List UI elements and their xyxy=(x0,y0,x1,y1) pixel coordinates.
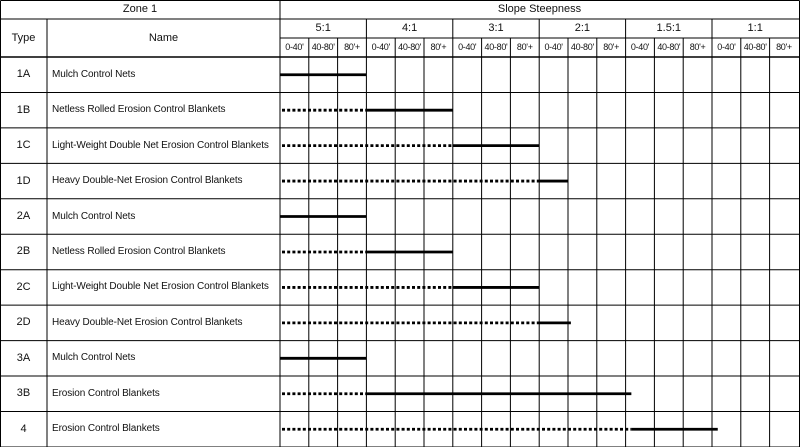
length-sub-header: 0-40' xyxy=(717,42,736,52)
row-name: Erosion Control Blankets xyxy=(52,387,160,399)
length-sub-header: 80'+ xyxy=(689,42,706,52)
length-sub-header: 0-40' xyxy=(630,42,650,52)
row-type: 2D xyxy=(16,316,31,329)
length-sub-header: 80'+ xyxy=(603,42,620,52)
row-type: 3B xyxy=(16,387,31,400)
slope-header: 5:1 xyxy=(315,22,331,34)
slope-steepness-title: Slope Steepness xyxy=(497,3,582,15)
row-name: Erosion Control Blankets xyxy=(52,423,160,435)
length-sub-header: 0-40' xyxy=(458,42,477,52)
length-sub-header: 40-80' xyxy=(398,42,422,52)
slope-header: 4:1 xyxy=(401,22,418,34)
length-sub-header: 40-80' xyxy=(570,42,594,52)
row-type: 3A xyxy=(16,351,31,364)
length-sub-header: 0-40' xyxy=(544,42,563,52)
row-type: 1D xyxy=(16,174,31,187)
row-name: Light-Weight Double Net Erosion Control Blankets xyxy=(52,139,269,151)
length-sub-header: 80'+ xyxy=(516,42,533,52)
slope-header: 1.5:1 xyxy=(656,22,682,34)
length-sub-header: 80'+ xyxy=(344,42,360,52)
row-type: 4 xyxy=(20,422,27,435)
row-type: 1C xyxy=(16,139,31,152)
length-sub-header: 40-80' xyxy=(657,42,681,52)
row-type: 2A xyxy=(16,210,31,223)
type-column-header: Type xyxy=(11,31,36,44)
length-sub-header: 40-80' xyxy=(311,42,335,52)
row-type: 1A xyxy=(16,68,31,81)
slope-header: 3:1 xyxy=(488,22,504,34)
slope-header: 1:1 xyxy=(747,22,763,34)
row-name: Mulch Control Nets xyxy=(52,68,136,80)
row-name: Mulch Control Nets xyxy=(52,210,136,222)
row-name: Heavy Double-Net Erosion Control Blankets xyxy=(52,316,243,328)
row-name: Heavy Double-Net Erosion Control Blankets xyxy=(52,175,243,187)
length-sub-header: 40-80' xyxy=(743,42,767,52)
row-name: Netless Rolled Erosion Control Blankets xyxy=(52,245,226,257)
row-name: Mulch Control Nets xyxy=(52,352,136,364)
slope-header: 2:1 xyxy=(574,22,591,34)
length-sub-header: 0-40' xyxy=(371,42,390,52)
length-sub-header: 40-80' xyxy=(484,42,508,52)
row-type: 1B xyxy=(16,103,31,116)
length-sub-header: 80'+ xyxy=(776,42,792,52)
length-sub-header: 80'+ xyxy=(430,42,447,52)
zone-title: Zone 1 xyxy=(122,3,158,15)
length-sub-header: 0-40' xyxy=(285,42,304,52)
row-name: Netless Rolled Erosion Control Blankets xyxy=(52,104,226,116)
row-type: 2B xyxy=(16,245,31,258)
name-column-header: Name xyxy=(148,31,179,44)
row-type: 2C xyxy=(16,280,31,293)
row-name: Light-Weight Double Net Erosion Control Blankets xyxy=(52,281,269,293)
